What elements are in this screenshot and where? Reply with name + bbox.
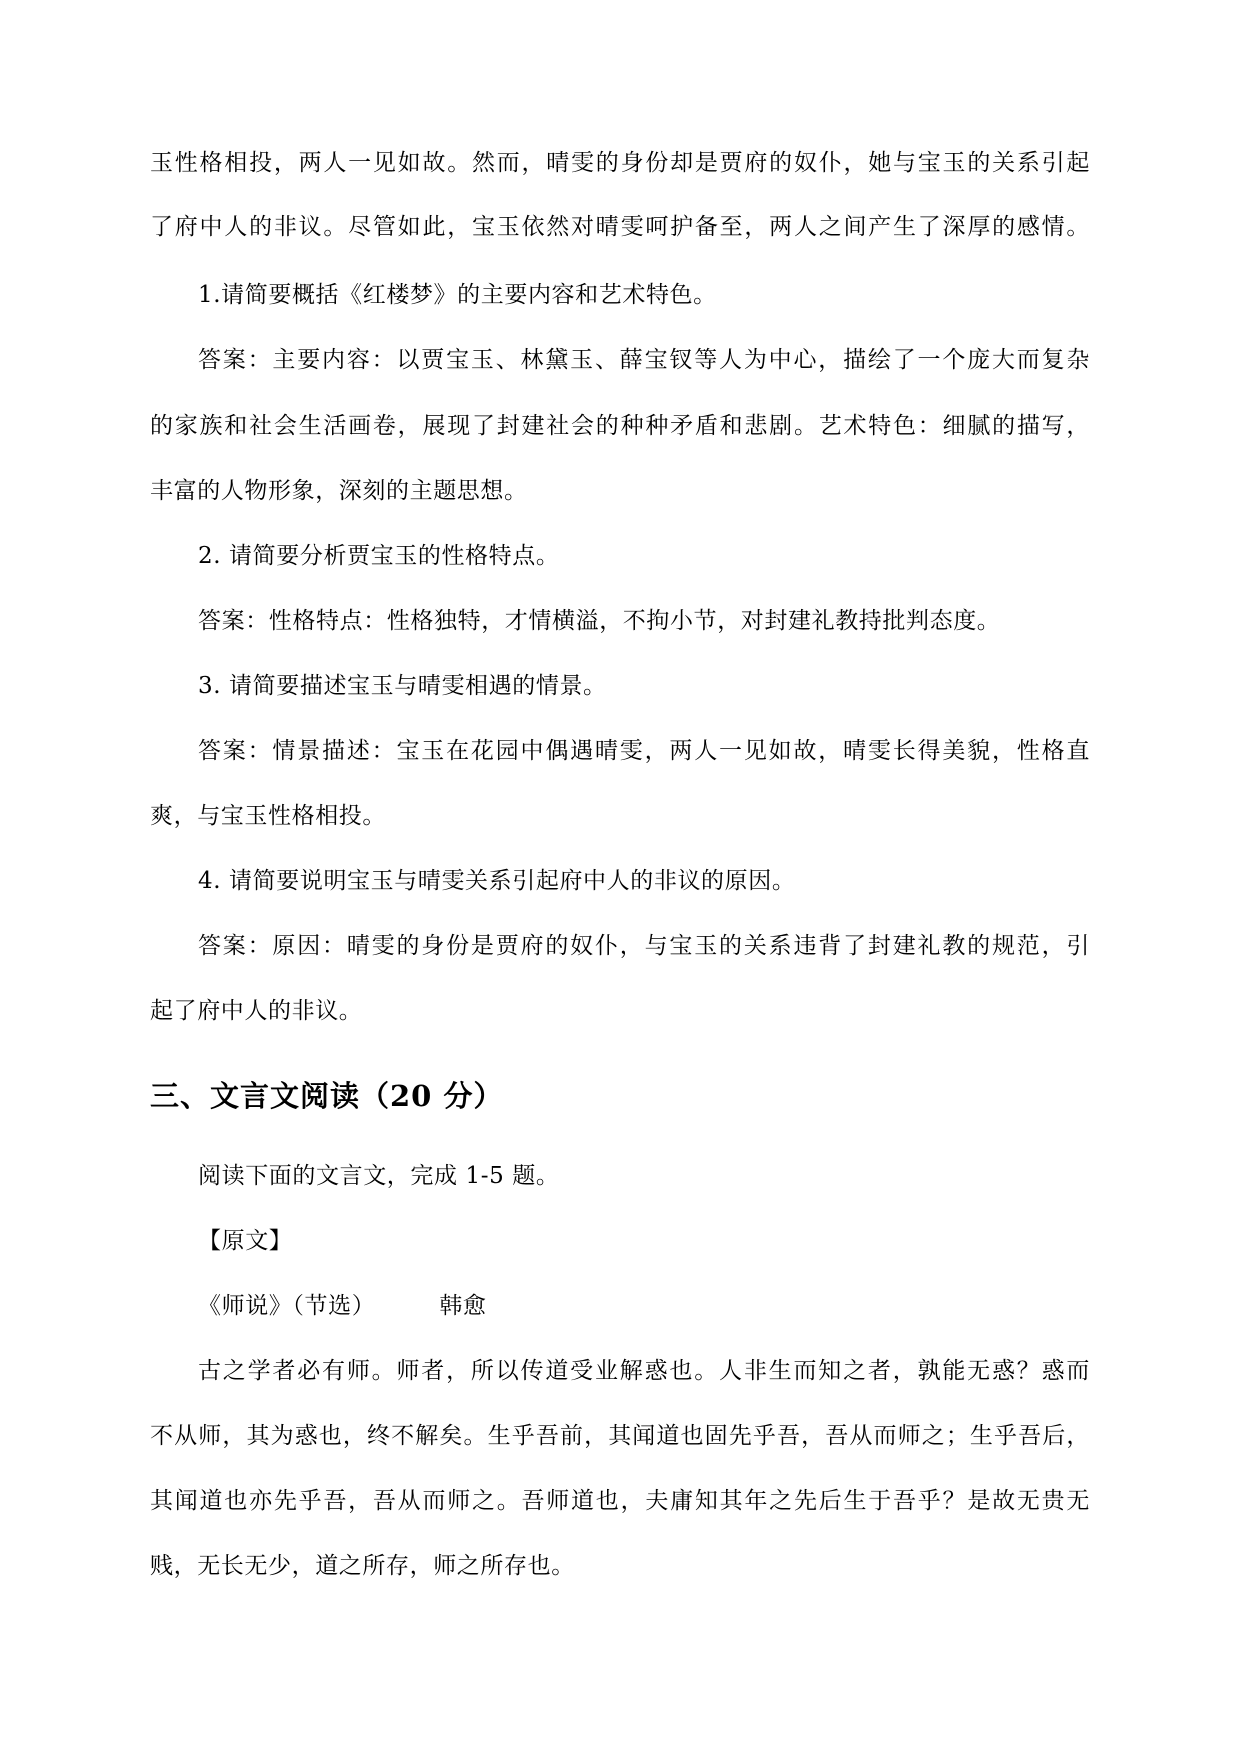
original-text-label: 【原文】 [198, 1228, 293, 1254]
answer-4-line-1: 答案：原因：晴雯的身份是贾府的奴仆，与宝玉的关系违背了封建礼教的规范，引 [198, 933, 1090, 959]
source-line [198, 1291, 1090, 1321]
intro-paragraph-line-1: 玉性格相投，两人一见如故。然而，晴雯的身份却是贾府的奴仆，她与宝玉的关系引起 [150, 150, 1090, 176]
answer-3-line-2: 爽，与宝玉性格相投。 [150, 803, 386, 829]
question-2: 2. 请简要分析贾宝玉的性格特点。 [198, 543, 560, 569]
classical-text-line-2: 不从师，其为惑也，终不解矣。生乎吾前，其闻道也固先乎吾，吾从而师之；生乎吾后， [150, 1423, 1090, 1449]
question-4: 4. 请简要说明宝玉与晴雯关系引起府中人的非议的原因。 [198, 868, 796, 894]
section-instruction: 阅读下面的文言文，完成 1-5 题。 [198, 1163, 560, 1189]
answer-1-line-2: 的家族和社会生活画卷，展现了封建社会的种种矛盾和悲剧。艺术特色：细腻的描写， [150, 413, 1090, 439]
source-title: 《师说》（节选） [198, 1293, 376, 1319]
question-3: 3. 请简要描述宝玉与晴雯相遇的情景。 [198, 673, 607, 699]
answer-3-line-1: 答案：情景描述：宝玉在花园中偶遇晴雯，两人一见如故，晴雯长得美貌，性格直 [198, 738, 1090, 764]
classical-text-line-4: 贱，无长无少，道之所存，师之所存也。 [150, 1553, 575, 1579]
source-author: 韩愈 [439, 1293, 487, 1319]
classical-text-line-1: 古之学者必有师。师者，所以传道受业解惑也。人非生而知之者，孰能无惑？惑而 [198, 1358, 1090, 1384]
classical-text-line-3: 其闻道也亦先乎吾，吾从而师之。吾师道也，夫庸知其年之先后生于吾乎？是故无贵无 [150, 1488, 1090, 1514]
answer-4-line-2: 起了府中人的非议。 [150, 998, 363, 1024]
answer-2-line-1: 答案：性格特点：性格独特，才情横溢，不拘小节，对封建礼教持批判态度。 [198, 608, 1001, 634]
answer-1-line-1: 答案：主要内容：以贾宝玉、林黛玉、薛宝钗等人为中心，描绘了一个庞大而复杂 [198, 347, 1090, 373]
answer-1-line-3: 丰富的人物形象，深刻的主题思想。 [150, 478, 528, 504]
section-heading: 三、文言文阅读（20 分） [150, 1079, 504, 1113]
question-1: 1.请简要概括《红楼梦》的主要内容和艺术特色。 [198, 282, 717, 308]
intro-paragraph-line-2: 了府中人的非议。尽管如此，宝玉依然对晴雯呵护备至，两人之间产生了深厚的感情。 [150, 214, 1090, 240]
